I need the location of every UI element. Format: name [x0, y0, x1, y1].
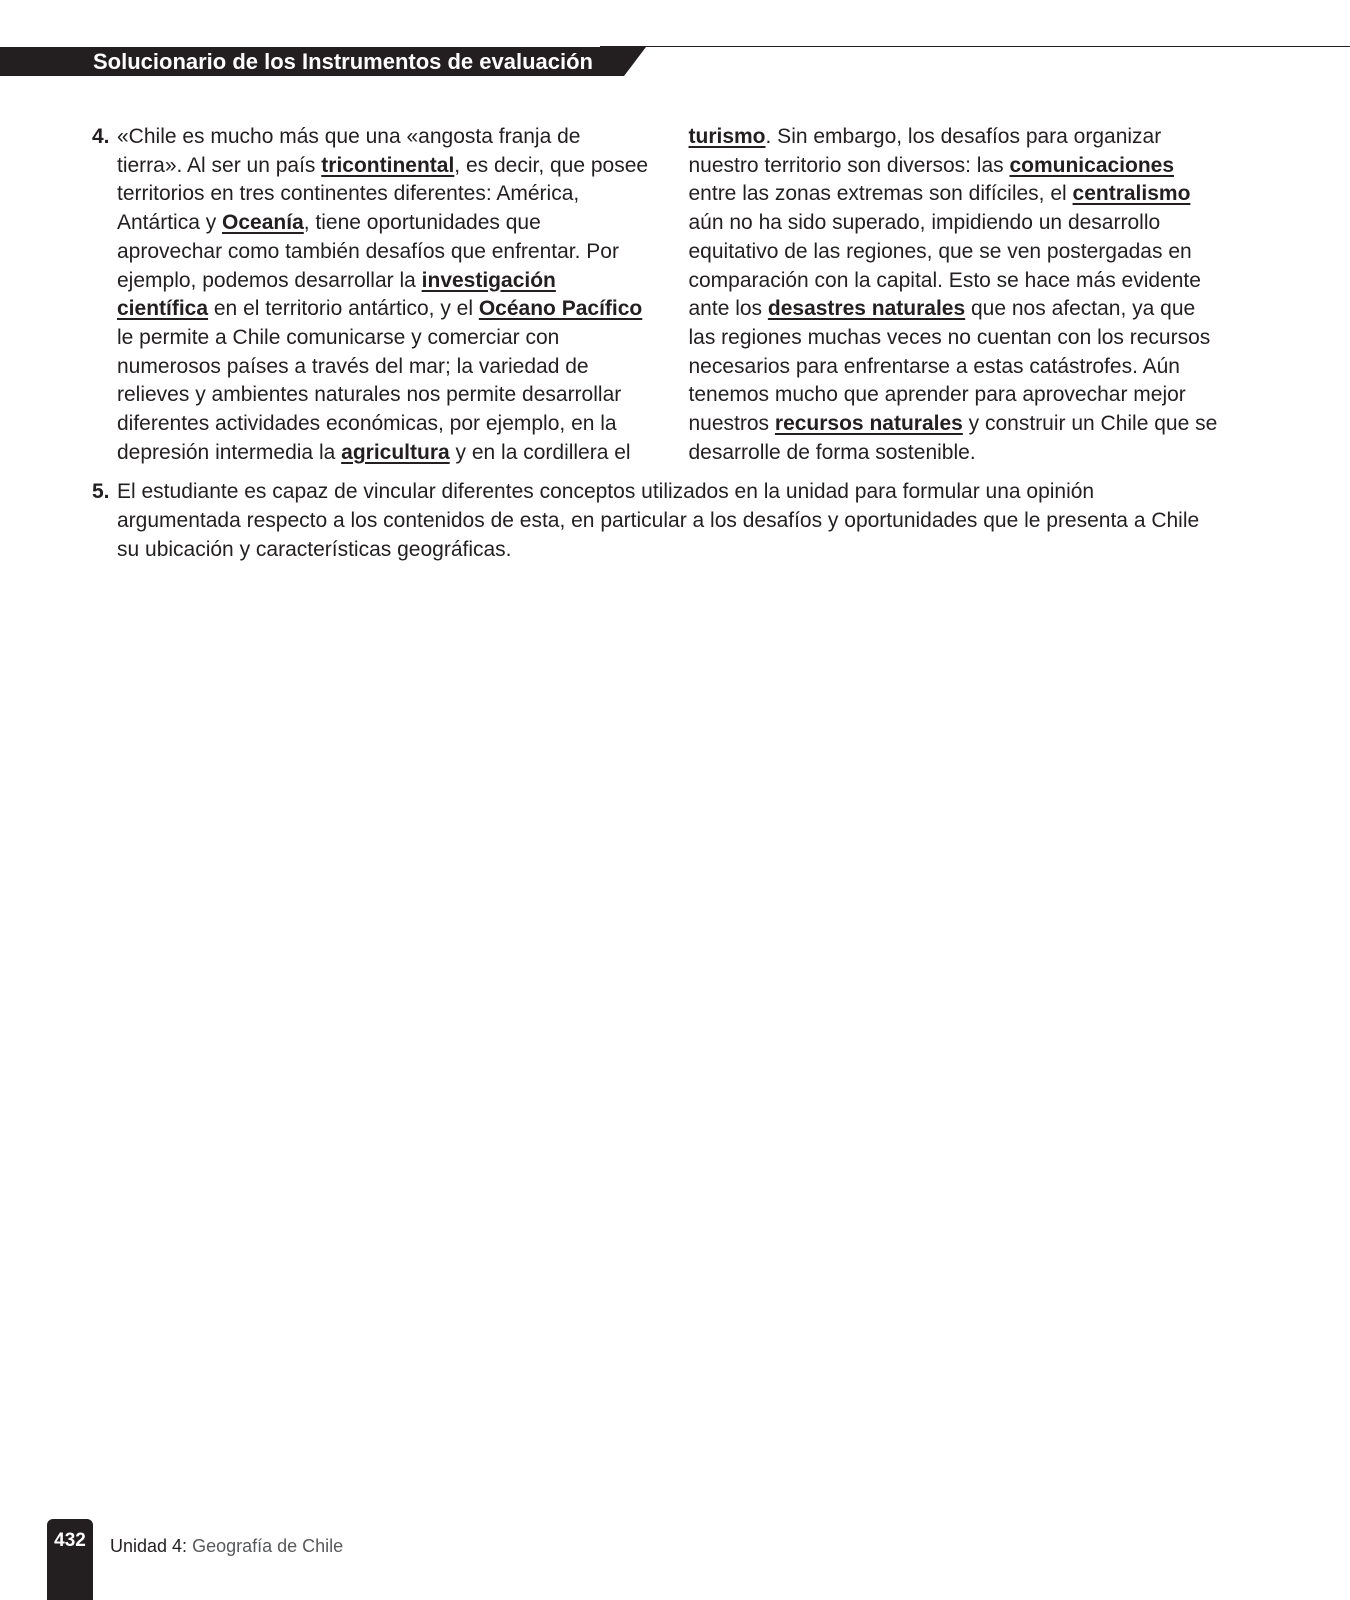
- key-term-turismo: turismo: [688, 125, 766, 148]
- answer-text: entre las zonas extremas son difíciles, el: [688, 182, 1073, 206]
- answer-paragraph: [117, 123, 1222, 467]
- answer-text: , es decir, que posee territorios en tres continentes diferentes: América, Antártica y: [117, 153, 649, 235]
- answer-text: . Sin embargo, los desafíos para organizar nuestro territorio son diversos: las: [688, 125, 1162, 177]
- page-header-title: Solucionario de los Instrumentos de evaluación: [93, 49, 593, 74]
- answer-text-columns: [117, 123, 1222, 467]
- answer-text: le permite a Chile comunicarse y comerciar con numerosos países a través del mar; la variedad de relieves y ambientes naturales nos permite desarrollar diferentes actividades económicas, por ejemplo, en la depresión intermedia la: [117, 325, 622, 464]
- answer-text: en el territorio antártico, y el: [208, 297, 479, 321]
- answer-text: y en la cordillera el: [449, 440, 631, 464]
- item-number: 4.: [92, 125, 110, 148]
- key-term-centralismo: centralismo: [1072, 182, 1191, 206]
- key-term-oceania: Oceanía: [222, 211, 304, 235]
- key-term-agricultura: agricultura: [341, 440, 450, 464]
- key-term-comunicaciones: comunicaciones: [1009, 153, 1175, 177]
- key-term-oceano-pacifico: Océano Pacífico: [478, 297, 643, 321]
- answer-text: y construir un Chile que se desarrolle de forma sostenible.: [688, 412, 1218, 464]
- key-term-desastres-naturales: desastres naturales: [767, 297, 966, 321]
- unit-name: Geografía de Chile: [192, 1536, 344, 1556]
- key-term-investigacion-cientifica: investigación científica: [117, 268, 556, 321]
- answer-text: aún no ha sido superado, impidiendo un desarrollo equitativo de las regiones, que se ven postergadas en comparación con la capital. Esto se hace más evidente ante los: [688, 211, 1201, 321]
- item-number: 5.: [92, 480, 110, 504]
- answer-text: , tiene oportunidades que aprovechar como también desafíos que enfrentar. Por ejemplo, podemos desarrollar la: [117, 211, 619, 292]
- header-rule: [600, 46, 1350, 47]
- answer-text: «Chile es mucho más que una «angosta franja de tierra». Al ser un país: [117, 125, 581, 177]
- answer-content: [92, 123, 1222, 565]
- key-term-recursos-naturales: recursos naturales: [774, 412, 963, 436]
- answer-paragraph: El estudiante es capaz de vincular diferentes conceptos utilizados en la unidad para formular una opinión argumentada respecto a los contenidos de esta, en particular a los desafíos y oportunidades que le presenta a Chile su ubicación y características geográficas.: [117, 480, 1200, 561]
- answer-item-5: [92, 478, 1222, 564]
- unit-label: Unidad 4:: [110, 1536, 188, 1556]
- footer-unit: [110, 1536, 343, 1557]
- key-term-tricontinental: tricontinental: [321, 153, 455, 177]
- answer-text: que nos afectan, ya que las regiones muchas veces no cuentan con los recursos necesarios para enfrentarse a estas catástrofes. Aún tenemos mucho que aprender para aprovechar mejor nuestros: [688, 297, 1211, 436]
- answer-item-4: [92, 123, 1222, 467]
- page-number: 432: [54, 1530, 86, 1551]
